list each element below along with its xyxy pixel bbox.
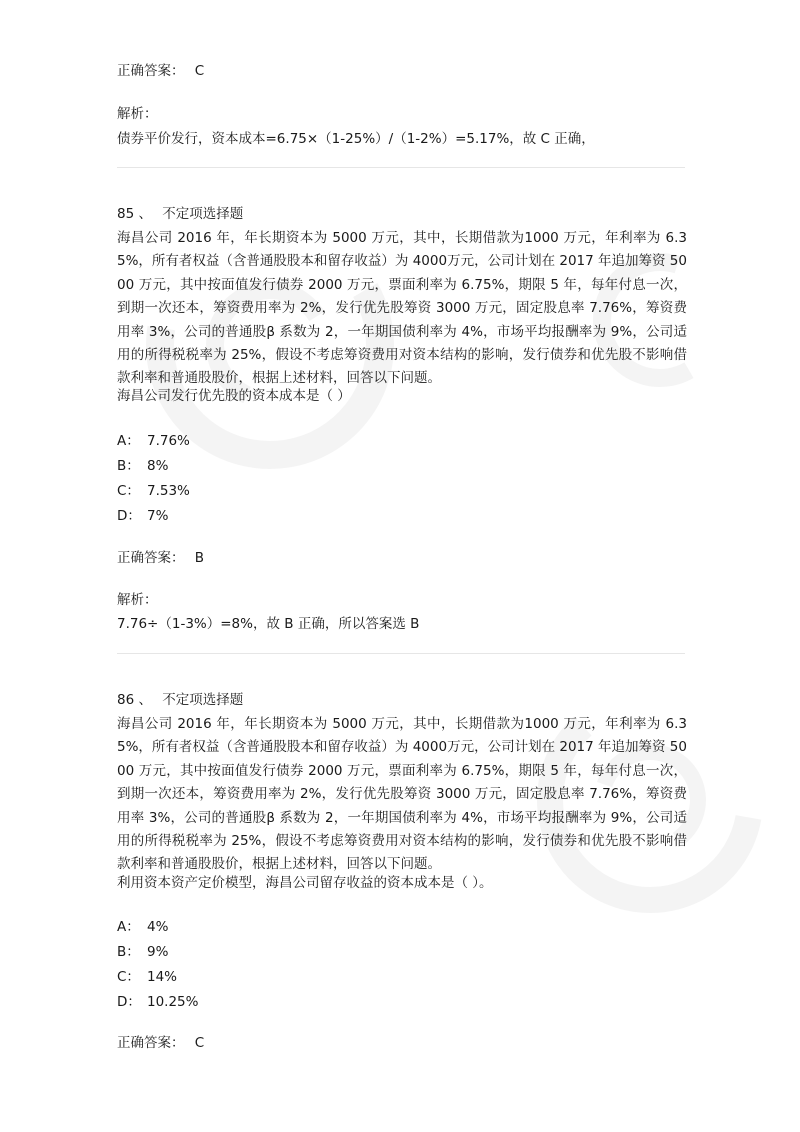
answer-value: B [194,550,205,566]
option-label: D： [117,508,141,524]
option-label: C： [117,483,140,499]
option-text: 9% [147,944,169,960]
answer-value: C [194,63,205,79]
option-text: 10.25% [147,994,199,1010]
question-type: 不定项选择题 [162,206,244,222]
question-stem: 海昌公司 2016 年，年长期资本为 5000 万元，其中，长期借款为1000 万元，年利率为 6.35%，所有者权益（含普通股股本和留存收益）为 4000万元，公司计划在 2017 年追加筹资 5000 万元，其中按面值发行债券 2000 万元，票面利率为 6.75%，期限 5 年，每年付息一次，到期一次还本，筹资费用率为 2%，发行优先股筹资 3000 万元，固定股息率 7.76%，筹资费用率 3%，公司的普通股β 系数为 2，一年期国债利率为 4%，市场平均报酬率为 9%，公司适用的所得税税率为 25%，假设不考虑筹资费用对资本结构的影响，发行债券和优先股不影响借款利率和普通股股价，根据上述材料，回答以下问题。 [117,230,687,387]
option-text: 8% [147,458,169,474]
question-number: 85 、 [117,206,152,222]
analysis-text: 7.76÷（1-3%）=8%，故 B 正确，所以答案选 B [117,616,420,632]
answer-line [117,1033,204,1053]
option-text: 7% [147,508,169,524]
analysis-label: 解析： [117,106,158,122]
option-a [117,431,190,451]
option-label: C： [117,969,140,985]
question-prompt: 海昌公司发行优先股的资本成本是（ ） [117,388,351,404]
option-label: A： [117,919,140,935]
option-b [117,456,168,476]
option-d [117,992,198,1012]
section-divider [117,653,685,654]
question-header [117,204,243,224]
option-a [117,917,168,937]
answer-line [117,61,204,81]
option-label: A： [117,433,140,449]
option-text: 4% [147,919,169,935]
answer-line [117,548,204,568]
question-type: 不定项选择题 [162,692,244,708]
option-c [117,967,177,987]
option-text: 14% [147,969,178,985]
analysis-text: 债券平价发行，资本成本=6.75×（1-25%）/（1-2%）=5.17%，故 C 正确， [117,131,595,147]
answer-label: 正确答案： [117,550,185,566]
option-text: 7.76% [147,433,190,449]
option-text: 7.53% [147,483,190,499]
option-c [117,481,190,501]
option-label: B： [117,458,140,474]
question-header [117,690,243,710]
question-stem: 海昌公司 2016 年，年长期资本为 5000 万元，其中，长期借款为1000 万元，年利率为 6.35%，所有者权益（含普通股股本和留存收益）为 4000万元，公司计划在 2017 年追加筹资 5000 万元，其中按面值发行债券 2000 万元，票面利率为 6.75%，期限 5 年，每年付息一次，到期一次还本，筹资费用率为 2%，发行优先股筹资 3000 万元，固定股息率 7.76%，筹资费用率 3%，公司的普通股β 系数为 2，一年期国债利率为 4%，市场平均报酬率为 9%，公司适用的所得税税率为 25%，假设不考虑筹资费用对资本结构的影响，发行债券和优先股不影响借款利率和普通股股价，根据上述材料，回答以下问题。 [117,716,687,873]
question-prompt: 利用资本资产定价模型，海昌公司留存收益的资本成本是（ ）。 [117,875,493,891]
option-d [117,506,168,526]
section-divider [117,167,685,168]
option-b [117,942,168,962]
option-label: D： [117,994,141,1010]
answer-label: 正确答案： [117,63,185,79]
question-number: 86 、 [117,692,152,708]
analysis-label: 解析： [117,592,158,608]
option-label: B： [117,944,140,960]
answer-label: 正确答案： [117,1035,185,1051]
answer-value: C [194,1035,205,1051]
